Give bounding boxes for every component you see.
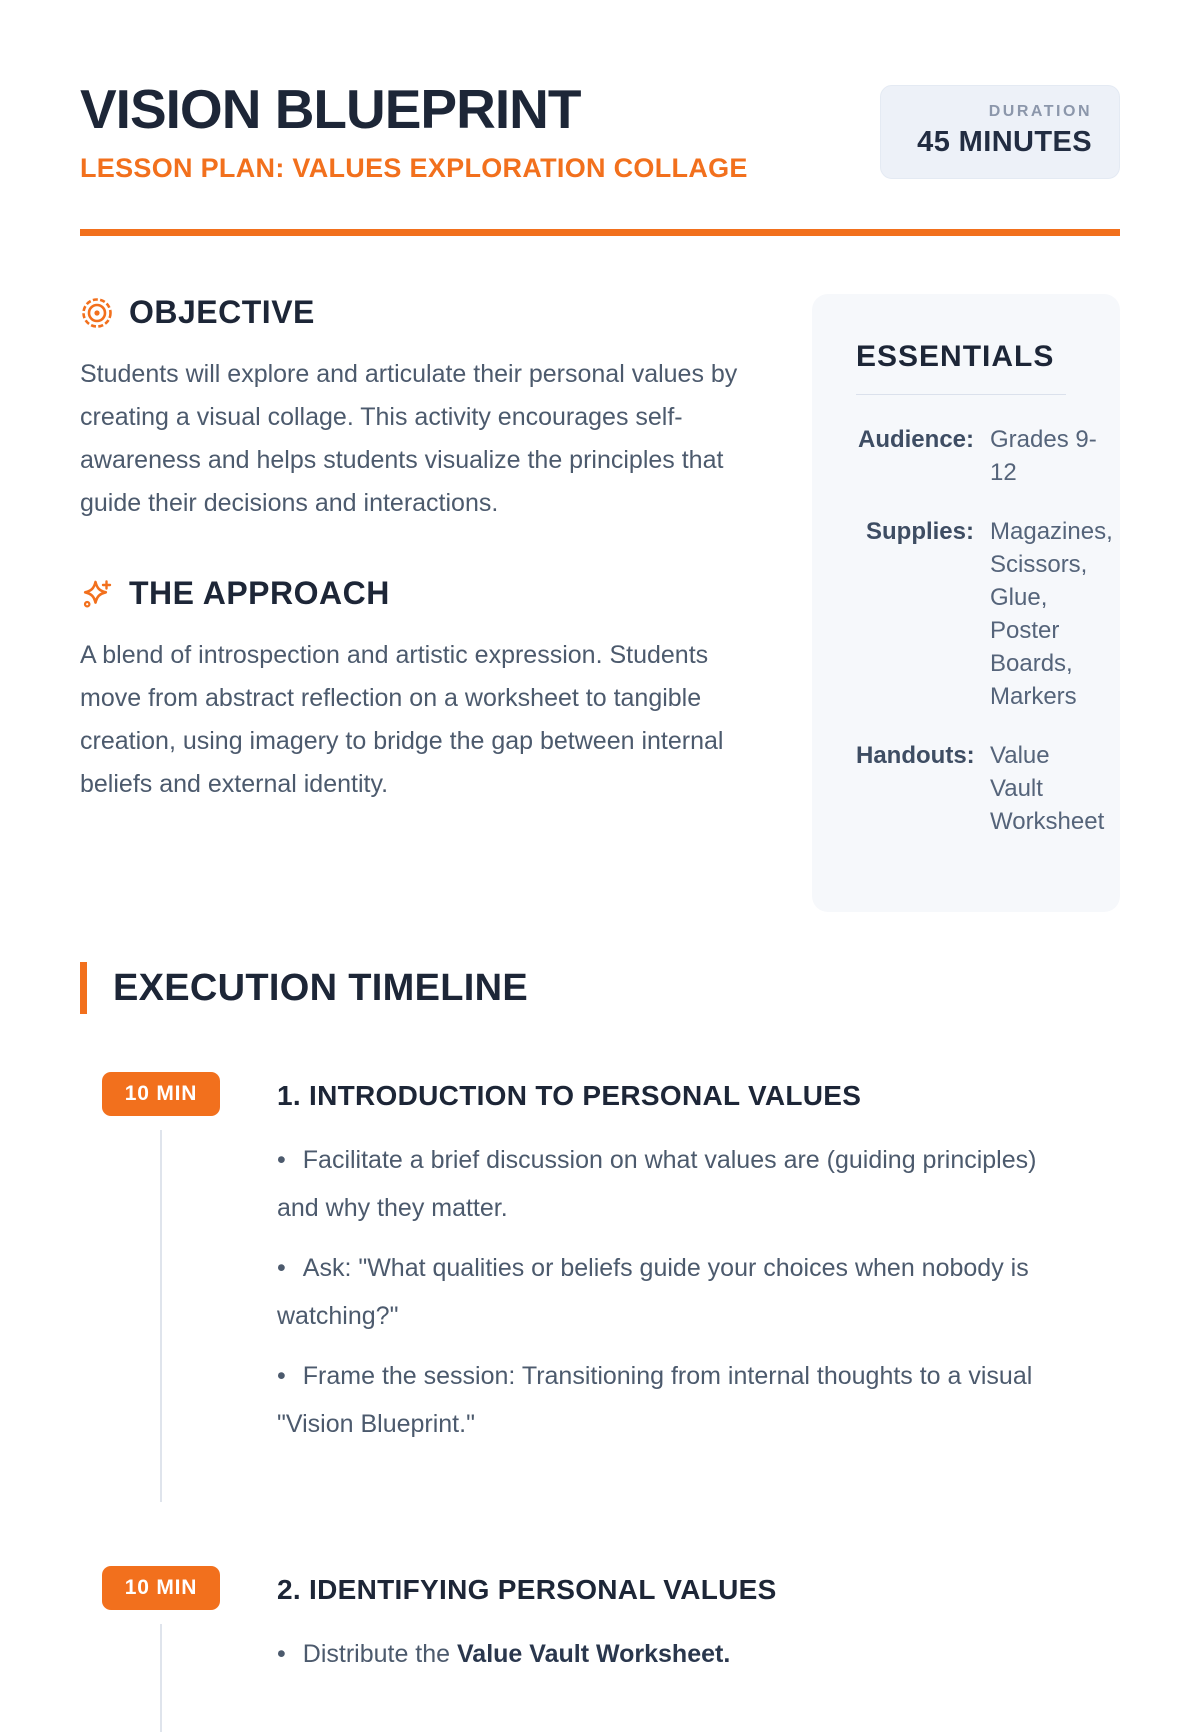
approach-heading-row [80,575,740,612]
header-titles [80,78,748,184]
timeline-item-left [102,1072,277,1502]
bullet-list [277,1630,777,1678]
approach-body: A blend of introspection and artistic expression. Students move from abstract reflection on a worksheet to tangible creation, using imagery to bridge the gap between internal beliefs and external identity. [80,641,724,798]
bullet-item: • Frame the session: Transitioning from internal thoughts to a visual "Vision Blueprint." [277,1352,1057,1448]
timeline-heading: EXECUTION TIMELINE [113,966,528,1009]
duration-badge: 10 MIN [102,1566,220,1610]
sparkles-icon [80,577,114,611]
essentials-divider [856,394,1066,395]
essentials-label: Audience: [857,426,974,453]
page-subtitle: LESSON PLAN: VALUES EXPLORATION COLLAGE [80,153,748,183]
timeline-connector [160,1130,162,1502]
bullet-list [277,1136,1057,1448]
objective-body: Students will explore and articulate their personal values by creating a visual collage. This activity encourages self-awareness and helps students visualize the principles that guide their decisions and interactions. [80,360,738,517]
essentials-value: Grades 9-12 [990,426,1097,486]
accent-bar [80,962,87,1014]
essentials-rows [856,423,1113,838]
timeline-item [102,1566,1120,1732]
page-title: VISION BLUEPRINT [80,78,581,140]
objective-heading-row [80,294,740,331]
timeline-item [102,1072,1120,1502]
essentials-value: Value Vault Worksheet [990,742,1105,835]
essentials-heading: ESSENTIALS [856,340,1055,373]
duration-label: DURATION [988,103,1092,120]
duration-badge: 10 MIN [102,1072,220,1116]
essentials-label: Supplies: [865,518,974,545]
target-icon [80,296,114,330]
essentials-value: Magazines, Scissors, Glue, Poster Boards, Markers [990,518,1113,710]
essentials-row [856,739,1108,838]
header [80,0,1120,184]
bullet-item: • Distribute the Value Vault Worksheet. [277,1630,777,1678]
objective-heading: OBJECTIVE [129,294,315,330]
header-divider [80,229,1120,236]
timeline-heading-row [80,962,1120,1014]
timeline-item-content [277,1072,1057,1502]
timeline-item-content [277,1566,777,1732]
essentials-card [812,294,1120,912]
content-columns [80,294,1120,912]
bullet-item: • Ask: "What qualities or beliefs guide your choices when nobody is watching?" [277,1244,1057,1340]
timeline-section [80,962,1120,1732]
approach-heading: THE APPROACH [129,575,390,611]
duration-box [880,85,1120,179]
timeline-item-left [102,1566,277,1732]
essentials-row [856,515,1113,713]
approach-section [80,575,740,806]
objective-section [80,294,740,525]
duration-value: 45 MINUTES [917,126,1092,158]
bullet-item: • Facilitate a brief discussion on what values are (guiding principles) and why they matter. [277,1136,1057,1232]
main-column [80,294,740,806]
timeline-connector [160,1624,162,1732]
timeline-item-title: 2. IDENTIFYING PERSONAL VALUES [277,1574,777,1605]
essentials-label: Handouts: [856,742,975,769]
essentials-row [856,423,1108,489]
timeline-items [102,1072,1120,1732]
timeline-item-title: 1. INTRODUCTION TO PERSONAL VALUES [277,1080,862,1111]
